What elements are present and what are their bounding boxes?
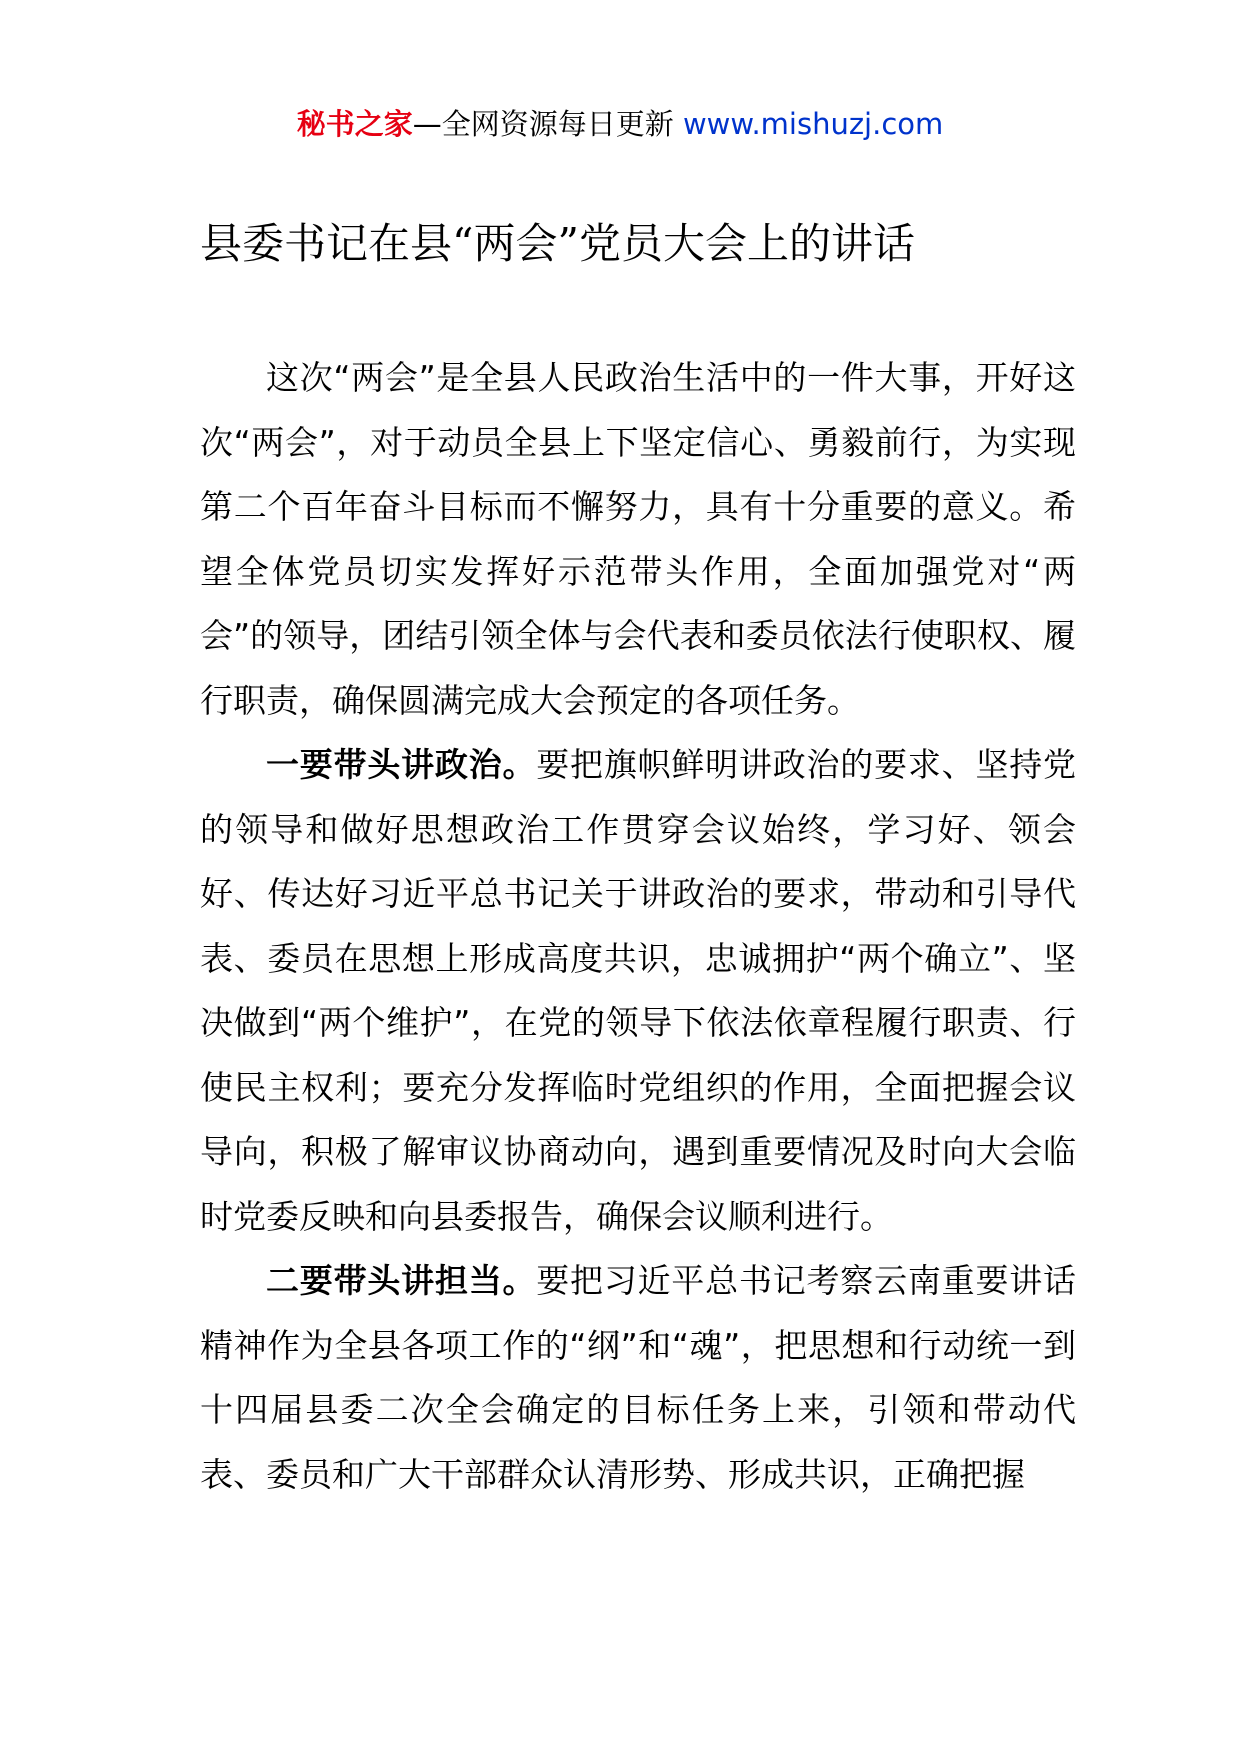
site-brand: 秘书之家 xyxy=(296,107,413,141)
paragraph-text: 要把旗帜鲜明讲政治的要求、坚持党的领导和做好思想政治工作贯穿会议始终，学习好、领会好、传达好习近平总书记关于讲政治的要求，带动和引导代表、委员在思想上形成高度共识，忠诚拥护“两个确立”、坚决做到“两个维护”，在党的领导下依法依章程履行职责、行使民主权利；要充分发挥临时党组织的作用，全面把握会议导向，积极了解审议协商动向，遇到重要情况及时向大会临时党委反映和向县委报告，确保会议顺利进行。 xyxy=(200,745,1077,1236)
site-url-link[interactable]: www.mishuzj.com xyxy=(682,107,944,141)
site-slogan: —全网资源每日更新 xyxy=(412,107,683,141)
paragraph-text: 这次“两会”是全县人民政治生活中的一件大事，开好这次“两会”，对于动员全县上下坚定信心、勇毅前行，为实现第二个百年奋斗目标而不懈努力，具有十分重要的意义。希望全体党员切实发挥好示范带头作用，全面加强党对“两会”的领导，团结引领全体与会代表和委员依法行使职权、履行职责，确保圆满完成大会预定的各项任务。 xyxy=(200,358,1076,720)
document-body xyxy=(200,346,1076,1507)
paragraph-point-one xyxy=(200,733,1076,1249)
paragraph-lead: 一要带头讲政治。 xyxy=(266,745,537,784)
paragraph-intro xyxy=(200,346,1076,733)
paragraph-lead: 二要带头讲担当。 xyxy=(266,1261,537,1300)
document-title: 县委书记在县“两会”党员大会上的讲话 xyxy=(200,219,915,268)
site-header xyxy=(0,104,1240,144)
paragraph-point-two xyxy=(200,1249,1076,1507)
paragraph-text: 要把习近平总书记考察云南重要讲话精神作为全县各项工作的“纲”和“魂”，把思想和行动统一到十四届县委二次全会确定的目标任务上来，引领和带动代表、委员和广大干部群众认清形势、形成共识，正确把握 xyxy=(200,1261,1077,1494)
